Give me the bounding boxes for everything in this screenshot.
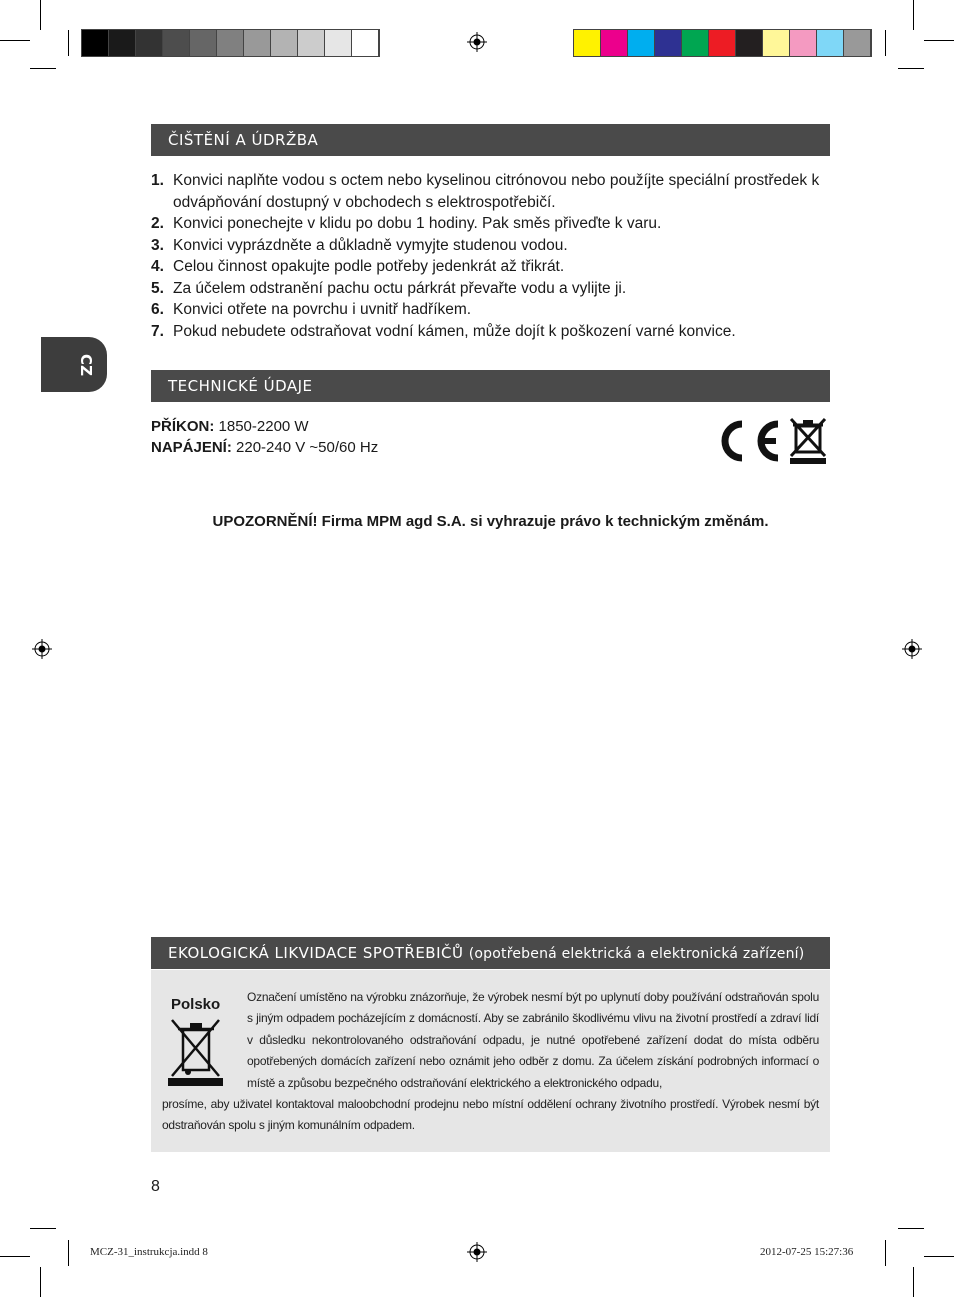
color-swatch: [655, 30, 682, 56]
color-swatch: [817, 30, 844, 56]
slug-timestamp: 2012-07-25 15:27:36: [760, 1246, 854, 1258]
slug-filename: MCZ-31_instrukcja.indd 8: [90, 1246, 208, 1258]
color-swatch: [244, 30, 271, 56]
gray-color-bar: [81, 29, 380, 57]
crop-mark: [885, 30, 886, 56]
spec-label: PŘÍKON:: [151, 418, 215, 435]
crop-mark: [68, 30, 69, 56]
color-swatch: [163, 30, 190, 56]
color-swatch: [271, 30, 298, 56]
color-swatch: [574, 30, 601, 56]
crop-mark: [885, 1240, 886, 1266]
step-text: Pokud nebudete odstraňovat vodní kámen, může dojít k poškození varné konvice.: [173, 322, 736, 340]
disposal-text-continued: prosíme, aby uživatel kontaktoval maloobchodní prodejnu nebo místní oddělení ochrany životního prostředí. Výrobek nesmí být odstraňován spolu s jiným komunálním odpadem.: [162, 1097, 819, 1133]
step-text: Celou činnost opakujte podle potřeby jedenkrát až třikrát.: [173, 258, 565, 275]
crossed-bin-icon: [788, 416, 828, 464]
page-number: 8: [151, 1178, 160, 1195]
crop-mark: [898, 68, 924, 69]
step-number: 6.: [151, 301, 164, 318]
list-item: [151, 299, 831, 321]
disposal-text: Označení umístěno na výrobku znázorňuje, že výrobek nesmí být po uplynutí doby používání odstraňován spolu s jiným odpadem pocházejícím z domácností. Aby se zabránilo škodlivému vlivu na životní prostředí a zdraví lidí v důsledku nekontrolovaného odstraňování odpadu, je nutné opotřebené zařízení dodat do místa odběru opotřebených domácích zařízení nebo oznámit jeho odběr z domu. Za účelem získání podrobných informací o místě a způsobu bezpečného odstraňování elektrického a elektronického odpadu,: [247, 990, 819, 1090]
spec-power: [151, 418, 309, 435]
section-title: ČIŠTĚNÍ A ÚDRŽBA: [168, 131, 319, 149]
step-text: Za účelem odstranění pachu octu párkrát převařte vodu a vylijte ji.: [173, 279, 627, 297]
list-item: [151, 256, 831, 278]
section-title: TECHNICKÉ ÚDAJE: [168, 377, 313, 395]
step-text: Konvici ponechejte v klidu po dobu 1 hodiny. Pak směs přiveďte k varu.: [173, 215, 662, 232]
section-header-disposal: [151, 937, 830, 969]
notice-text: UPOZORNĚNÍ! Firma MPM agd S.A. si vyhrazuje právo k technickým změnám.: [212, 513, 769, 530]
registration-mark-icon: [902, 639, 922, 659]
crop-mark: [0, 1256, 30, 1257]
list-item: [151, 235, 831, 257]
step-text: Konvici vyprázdněte a důkladně vymyjte studenou vodou.: [173, 236, 568, 254]
crop-mark: [913, 0, 914, 30]
color-swatch: [682, 30, 709, 56]
registration-mark-icon: [467, 32, 487, 52]
crop-mark: [0, 40, 30, 41]
step-number: 3.: [151, 236, 164, 254]
crop-mark: [924, 40, 954, 41]
section-header-technical: [151, 370, 830, 402]
crop-mark: [68, 1240, 69, 1266]
step-number: 7.: [151, 322, 164, 340]
crop-mark: [40, 0, 41, 30]
color-swatch: [763, 30, 790, 56]
section-title: EKOLOGICKÁ LIKVIDACE SPOTŘEBIČŮ: [168, 944, 464, 962]
step-text: Konvici naplňte vodou s octem nebo kyselinou citrónovou nebo použíjte speciální prostředek k odvápňování dostupný v obchodech s elektrospotřebičí.: [173, 172, 820, 211]
spec-supply: [151, 439, 378, 456]
language-tab: [41, 337, 107, 392]
crop-mark: [40, 1267, 41, 1297]
list-item: [151, 213, 831, 235]
color-swatch: [325, 30, 352, 56]
crop-mark: [30, 68, 56, 69]
color-swatch: [217, 30, 244, 56]
color-swatch: [136, 30, 163, 56]
spec-value: 220-240 V ~50/60 Hz: [236, 439, 379, 456]
section-header-cleaning: [151, 124, 830, 156]
step-number: 5.: [151, 279, 164, 297]
color-swatch: [844, 30, 871, 56]
color-swatch: [628, 30, 655, 56]
registration-mark-icon: [467, 1242, 487, 1262]
spec-value: 1850-2200 W: [218, 418, 309, 435]
registration-mark-icon: [32, 639, 52, 659]
crop-mark: [924, 1256, 954, 1257]
spec-label: NAPÁJENÍ:: [151, 439, 232, 456]
step-number: 4.: [151, 258, 164, 275]
color-swatch: [709, 30, 736, 56]
cleaning-steps-list: [151, 170, 831, 342]
weee-bin-icon: [168, 1016, 223, 1086]
language-tab-label: CZ: [77, 353, 96, 376]
color-swatch: [601, 30, 628, 56]
section-subtitle: (opotřebená elektrická a elektronická zařízení): [468, 946, 805, 962]
color-swatch: [736, 30, 763, 56]
color-swatch: [298, 30, 325, 56]
country-label: Polsko: [171, 996, 221, 1013]
color-swatch: [109, 30, 136, 56]
list-item: [151, 278, 831, 300]
crop-mark: [30, 1228, 56, 1229]
list-item: [151, 170, 831, 213]
step-number: 2.: [151, 215, 164, 232]
ce-mark-icon: [712, 418, 782, 464]
process-color-bar: [573, 29, 872, 57]
list-item: [151, 321, 831, 343]
step-text: Konvici otřete na povrchu i uvnitř hadříkem.: [173, 301, 472, 318]
color-swatch: [352, 30, 379, 56]
color-swatch: [82, 30, 109, 56]
color-swatch: [190, 30, 217, 56]
step-number: 1.: [151, 172, 164, 189]
color-swatch: [790, 30, 817, 56]
crop-mark: [898, 1228, 924, 1229]
crop-mark: [913, 1267, 914, 1297]
